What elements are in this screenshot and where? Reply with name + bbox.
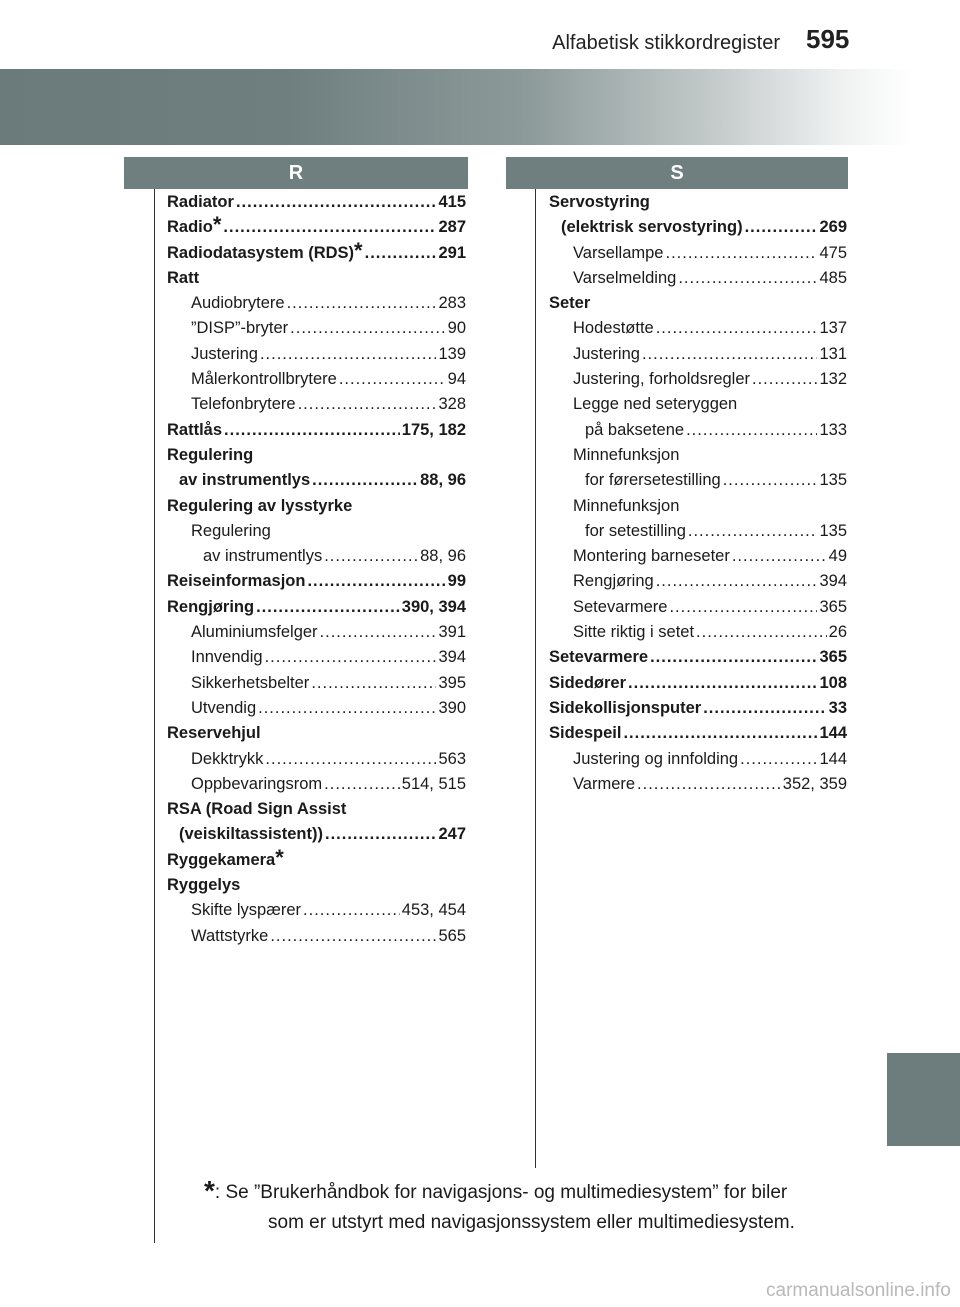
left-column-rule — [154, 189, 155, 1243]
entry-page: 49 — [828, 547, 847, 566]
entry-term: (veiskiltassistent)) — [179, 825, 323, 844]
index-entry — [167, 316, 466, 341]
entry-page: 395 — [438, 673, 466, 692]
dot-leader — [307, 569, 445, 594]
index-entry: Radiodatasystem (RDS) * ..... 291 — [167, 241, 466, 266]
entry-term: Rengjøring — [167, 597, 255, 616]
entry-term: Telefonbrytere — [191, 395, 296, 414]
index-entry — [549, 367, 847, 392]
index-entry — [167, 494, 466, 519]
index-entry — [167, 468, 466, 493]
entry-term: Seter — [549, 294, 591, 313]
entry-page: 365 — [819, 597, 847, 616]
entry-page: 269 — [819, 218, 847, 237]
index-entry — [167, 671, 466, 696]
entry-term: Regulering — [191, 521, 271, 540]
dot-leader — [339, 367, 446, 392]
index-column-s — [549, 190, 847, 797]
entry-term: av instrumentlys — [179, 471, 311, 490]
dot-leader — [688, 519, 818, 544]
index-entry — [167, 544, 466, 569]
index-entry — [167, 595, 466, 620]
entry-term: Rattlås — [167, 420, 223, 439]
index-entry — [549, 468, 847, 493]
footnote-star: * — [204, 1175, 215, 1206]
entry-term: på baksetene — [585, 420, 685, 439]
index-entry — [549, 215, 847, 240]
entry-term: Setevarmere — [573, 597, 668, 616]
entry-page: 132 — [819, 370, 847, 389]
entry-page: 475 — [819, 243, 847, 262]
dot-leader — [740, 747, 817, 772]
entry-term: RSA (Road Sign Assist — [167, 800, 347, 819]
entry-term: Hodestøtte — [573, 319, 654, 338]
dot-leader — [623, 721, 817, 746]
entry-term: for førersetestilling — [585, 471, 721, 490]
letter-header-s: S — [506, 157, 848, 189]
index-entry — [549, 190, 847, 215]
entry-page: 415 — [438, 193, 466, 211]
entry-page: 390, 394 — [401, 597, 466, 616]
index-entry — [167, 620, 466, 645]
index-entry — [167, 721, 466, 746]
entry-page: 563 — [438, 749, 466, 768]
entry-term: (elektrisk servostyring) — [561, 218, 743, 237]
dot-leader — [298, 392, 437, 417]
dot-leader — [223, 215, 436, 240]
entry-term: Aluminiumsfelger — [191, 623, 318, 642]
entry-page: 94 — [447, 370, 466, 389]
entry-term: Ryggekamera — [167, 850, 276, 869]
index-entry — [549, 671, 847, 696]
entry-term: Dekktrykk — [191, 749, 264, 768]
index-entry — [167, 797, 466, 822]
entry-page: 390 — [438, 698, 466, 717]
entry-page: 291 — [438, 243, 466, 262]
dot-leader — [311, 671, 436, 696]
dot-leader — [270, 924, 436, 949]
dot-leader — [732, 544, 827, 569]
letter-header-r: R — [124, 157, 468, 189]
dot-leader — [265, 747, 436, 772]
entry-term: Rengjøring — [573, 572, 654, 591]
dot-leader — [312, 468, 418, 493]
index-entry — [549, 266, 847, 291]
entry-term: Minnefunksjon — [573, 496, 680, 515]
dot-leader — [656, 569, 818, 594]
index-entry — [549, 747, 847, 772]
entry-page: 26 — [828, 623, 847, 642]
index-entry — [549, 595, 847, 620]
entry-page: 391 — [438, 623, 466, 642]
entry-term: for setestilling — [585, 521, 686, 540]
dot-leader — [325, 822, 436, 847]
entry-term: Innvendig — [191, 648, 263, 667]
middle-column-rule — [535, 189, 536, 1168]
entry-page: 394 — [819, 572, 847, 591]
index-entry: Radio * ..... 287 — [167, 215, 466, 240]
index-entry — [549, 544, 847, 569]
entry-page: 137 — [819, 319, 847, 338]
index-entry — [549, 392, 847, 417]
entry-page: 33 — [828, 698, 847, 717]
section-title: Alfabetisk stikkordregister — [552, 32, 780, 54]
entry-page: 144 — [819, 724, 847, 743]
index-entry — [549, 316, 847, 341]
index-entry — [549, 696, 847, 721]
entry-page: 108 — [819, 673, 847, 692]
entry-page: 287 — [438, 218, 466, 237]
watermark: carmanualsonline.info — [766, 1280, 951, 1301]
entry-page: 99 — [447, 572, 466, 591]
entry-term: Regulering av lysstyrke — [167, 496, 353, 515]
dot-leader — [696, 620, 827, 645]
index-entry — [167, 696, 466, 721]
entry-page: 135 — [819, 521, 847, 540]
entry-term: Justering, forholdsregler — [573, 370, 751, 389]
dot-leader — [665, 241, 817, 266]
entry-page: 352, 359 — [782, 774, 847, 793]
entry-term: Oppbevaringsrom — [191, 774, 323, 793]
entry-term: Wattstyrke — [191, 926, 269, 945]
dot-leader — [258, 696, 436, 721]
dot-leader — [256, 595, 400, 620]
index-entry — [167, 392, 466, 417]
entry-page: 453, 454 — [401, 901, 466, 920]
entry-page: 565 — [438, 926, 466, 945]
entry-term: Radiodatasystem (RDS) — [167, 243, 355, 262]
entry-term: Audiobrytere — [191, 294, 285, 313]
entry-page: 144 — [819, 749, 847, 768]
entry-page: 247 — [438, 825, 466, 844]
index-entry — [167, 924, 466, 949]
index-column-r — [167, 190, 466, 949]
index-entry — [549, 494, 847, 519]
dot-leader — [287, 291, 437, 316]
entry-term: Servostyring — [549, 193, 650, 211]
index-entry — [167, 645, 466, 670]
entry-term: Justering og innfolding — [573, 749, 739, 768]
entry-page: 131 — [819, 344, 847, 363]
dot-leader — [637, 772, 781, 797]
entry-page: 365 — [819, 648, 847, 667]
dot-leader — [723, 468, 818, 493]
entry-term: Justering — [573, 344, 640, 363]
index-entry — [167, 747, 466, 772]
index-entry — [549, 241, 847, 266]
entry-page: 485 — [819, 268, 847, 287]
index-entry — [167, 873, 466, 898]
entry-page: 88, 96 — [420, 547, 466, 566]
dot-leader — [628, 671, 817, 696]
footnote-line-1: : Se ”Brukerhåndbok for navigasjons- og multimediesystem” for biler — [214, 1182, 788, 1203]
dot-leader — [236, 190, 437, 215]
entry-term: Sidedører — [549, 673, 627, 692]
header-band — [0, 69, 960, 145]
entry-term: Montering barneseter — [573, 547, 730, 566]
index-entry — [549, 569, 847, 594]
dot-leader — [290, 316, 445, 341]
entry-term: av instrumentlys — [203, 547, 323, 566]
entry-term: Varmere — [573, 774, 636, 793]
index-entry — [167, 569, 466, 594]
dot-leader — [686, 418, 817, 443]
index-entry — [167, 822, 466, 847]
entry-page: 328 — [438, 395, 466, 414]
chapter-tab — [887, 1053, 960, 1146]
index-entry — [167, 291, 466, 316]
index-entry — [549, 721, 847, 746]
index-entry — [167, 190, 466, 215]
entry-term: ”DISP”-bryter — [191, 319, 289, 338]
entry-page: 133 — [819, 420, 847, 439]
dot-leader — [303, 898, 400, 923]
index-entry — [549, 342, 847, 367]
entry-term: Sidekollisjonsputer — [549, 698, 702, 717]
dot-leader — [669, 595, 817, 620]
entry-term: Setevarmere — [549, 648, 649, 667]
dot-leader — [656, 316, 818, 341]
entry-term: Radiator — [167, 193, 234, 211]
dot-leader — [703, 696, 826, 721]
index-entry — [549, 620, 847, 645]
dot-leader — [320, 620, 437, 645]
index-entry — [167, 519, 466, 544]
entry-page: 514, 515 — [401, 774, 466, 793]
entry-page: 175, 182 — [401, 420, 466, 439]
page-number: 595 — [806, 24, 850, 54]
entry-page: 90 — [447, 319, 466, 338]
entry-term: Ratt — [167, 268, 200, 287]
dot-leader — [678, 266, 817, 291]
entry-term: Skifte lyspærer — [191, 901, 302, 920]
index-entry — [167, 266, 466, 291]
entry-term: Ryggelys — [167, 876, 241, 895]
dot-leader — [324, 772, 400, 797]
entry-page: 88, 96 — [420, 471, 466, 490]
index-entry — [549, 519, 847, 544]
index-entry — [549, 291, 847, 316]
index-entry — [549, 645, 847, 670]
entry-term: Reiseinformasjon — [167, 572, 306, 591]
entry-term: Justering — [191, 344, 258, 363]
index-entry — [167, 898, 466, 923]
entry-term: Sidespeil — [549, 724, 622, 743]
dot-leader — [642, 342, 818, 367]
index-entry — [549, 772, 847, 797]
entry-term: Varselmelding — [573, 268, 677, 287]
index-entry — [167, 418, 466, 443]
entry-term: Regulering — [167, 445, 254, 464]
entry-term: Radio — [167, 218, 213, 237]
entry-page: 283 — [438, 294, 466, 313]
entry-term: Sikkerhetsbelter — [191, 673, 310, 692]
dot-leader — [260, 342, 437, 367]
dot-leader — [752, 367, 817, 392]
footnote-line-2: som er utstyrt med navigasjonssystem eller multimediesystem. — [268, 1212, 795, 1233]
dot-leader — [324, 544, 418, 569]
dot-leader — [224, 418, 400, 443]
entry-term: Utvendig — [191, 698, 257, 717]
dot-leader — [745, 215, 818, 240]
footnote — [204, 1176, 854, 1238]
entry-page: 135 — [819, 471, 847, 490]
entry-term: Minnefunksjon — [573, 445, 680, 464]
index-entry — [167, 367, 466, 392]
entry-term: Varsellampe — [573, 243, 664, 262]
dot-leader — [650, 645, 817, 670]
entry-term: Reservehjul — [167, 724, 261, 743]
index-entry — [549, 443, 847, 468]
entry-term: Legge ned seteryggen — [573, 395, 738, 414]
index-entry: Ryggekamera * — [167, 848, 466, 873]
dot-leader — [265, 645, 437, 670]
entry-page: 394 — [438, 648, 466, 667]
index-entry — [549, 418, 847, 443]
index-entry — [167, 443, 466, 468]
entry-term: Målerkontrollbrytere — [191, 370, 337, 389]
index-entry — [167, 772, 466, 797]
dot-leader — [365, 241, 437, 266]
entry-page: 139 — [438, 344, 466, 363]
entry-term: Sitte riktig i setet — [573, 623, 695, 642]
index-entry — [167, 342, 466, 367]
